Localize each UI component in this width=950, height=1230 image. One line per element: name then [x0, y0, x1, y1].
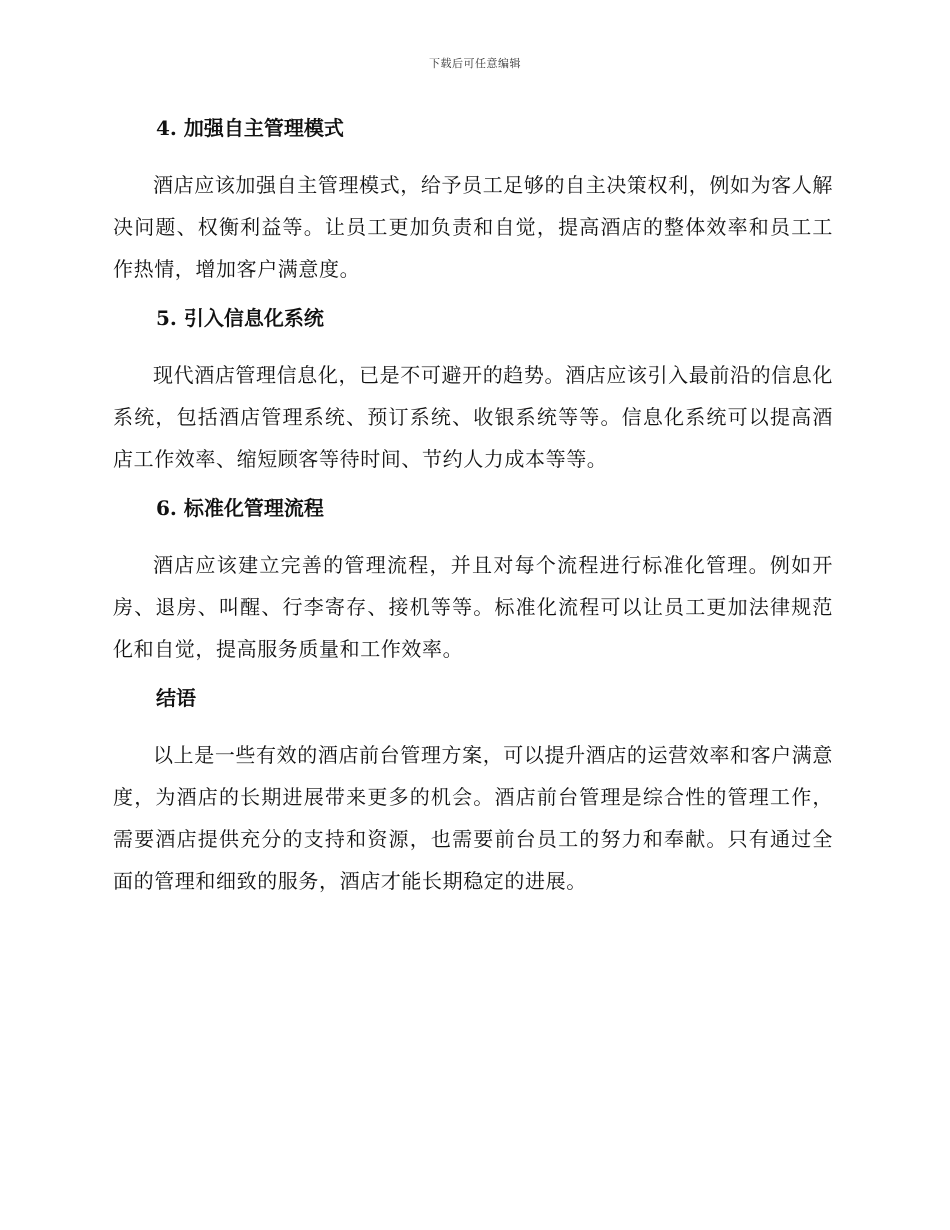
spacer [113, 714, 833, 734]
section-heading-6: 6. 标准化管理流程 [156, 496, 324, 520]
section-heading-5: 5. 引入信息化系统 [156, 306, 324, 330]
spacer [113, 524, 833, 544]
section-paragraph-conclusion: 以上是一些有效的酒店前台管理方案，可以提升酒店的运营效率和客户满意度，为酒店的长期进展带来更多的机会。酒店前台管理是综合性的管理工作，需要酒店提供充分的支持和资源，也需要前台员工的努力和奉献。只有通过全面的管理和细致的服务，酒店才能长期稳定的进展。 [113, 743, 833, 893]
section-heading-4: 4. 加强自主管理模式 [156, 116, 344, 140]
spacer [113, 144, 833, 164]
spacer [113, 670, 833, 682]
document-body [113, 112, 833, 902]
spacer [113, 290, 833, 302]
page-header-note: 下载后可任意编辑 [429, 57, 521, 70]
spacer [113, 480, 833, 492]
section-heading-conclusion: 结语 [156, 686, 196, 710]
section-paragraph-6: 酒店应该建立完善的管理流程，并且对每个流程进行标准化管理。例如开房、退房、叫醒、行李寄存、接机等等。标准化流程可以让员工更加法律规范化和自觉，提高服务质量和工作效率。 [113, 553, 833, 661]
section-paragraph-5: 现代酒店管理信息化，已是不可避开的趋势。酒店应该引入最前沿的信息化系统，包括酒店管理系统、预订系统、收银系统等等。信息化系统可以提高酒店工作效率、缩短顾客等待时间、节约人力成本等等。 [113, 363, 833, 471]
section-paragraph-4: 酒店应该加强自主管理模式，给予员工足够的自主决策权利，例如为客人解决问题、权衡利益等。让员工更加负责和自觉，提高酒店的整体效率和员工工作热情，增加客户满意度。 [113, 173, 833, 281]
spacer [113, 334, 833, 354]
